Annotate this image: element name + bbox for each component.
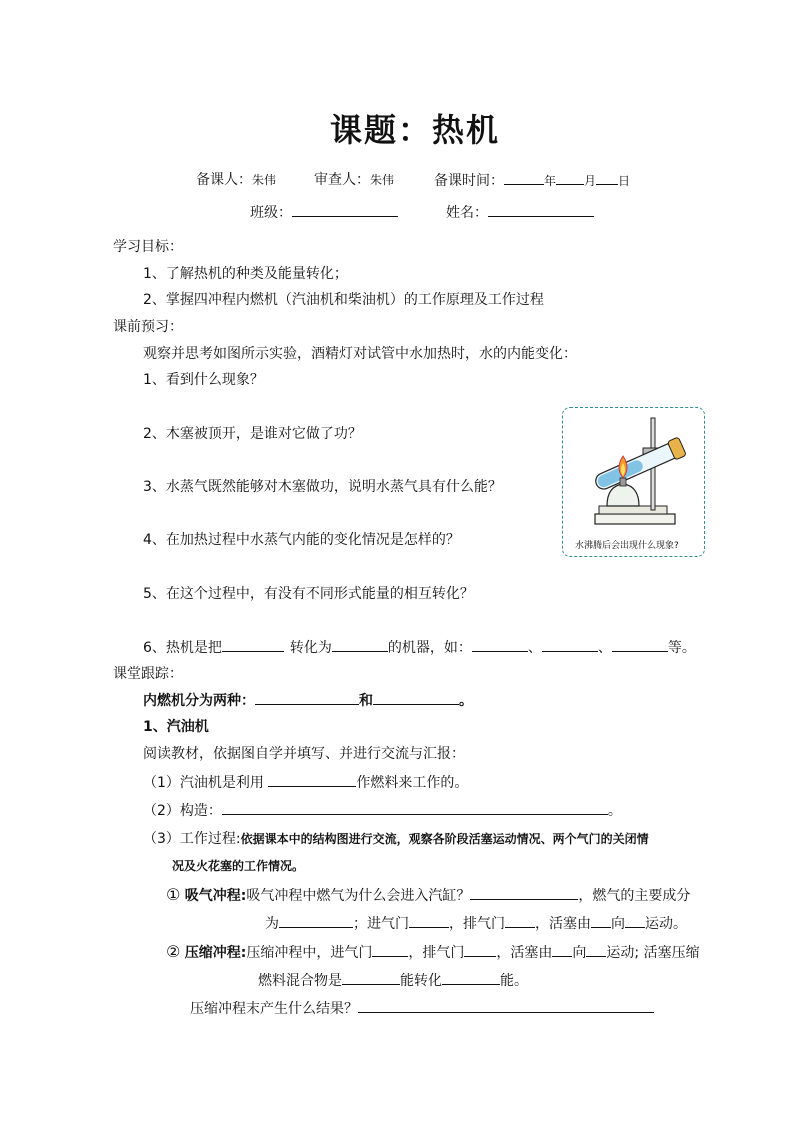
q6-blank-1[interactable] [222, 637, 284, 652]
comp-end-text: 压缩冲程末产生什么结果？ [190, 1001, 358, 1017]
types-text-b: 和 [359, 693, 373, 709]
class-label: 班级： [250, 205, 292, 221]
q6-blank-4[interactable] [542, 637, 598, 652]
day-label: 日 [618, 174, 631, 188]
intake-l2-f: 运动。 [645, 916, 687, 932]
q6-text-a: 6、热机是把 [143, 640, 222, 656]
p3-text-b: 依据课本中的结构图进行交流，观察各阶段活塞运动情况、两个气门的关闭情 [240, 832, 649, 846]
class-heading: 课堂跟踪： [113, 666, 183, 682]
p1-text-b: 作燃料来工作的。 [356, 775, 469, 791]
day-blank[interactable] [596, 170, 618, 185]
goal-item-1: 1、了解热机的种类及能量转化； [143, 266, 348, 282]
comp-result-blank[interactable] [358, 998, 654, 1013]
q6-sep-2: 、 [597, 640, 612, 656]
compression-stroke-line-2 [258, 970, 528, 991]
page-title: 课题：热机 [330, 111, 501, 149]
comp-text-a: 压缩冲程中，进气门 [246, 945, 373, 961]
p2-text-b: 。 [607, 803, 622, 819]
intake-l2-b: ；进气门 [353, 916, 409, 932]
p1-text-a: （1）汽油机是利用 [143, 775, 264, 791]
class-blank[interactable] [292, 202, 398, 217]
comp-l2-c: 能。 [500, 973, 528, 989]
intake-question: 吸气冲程中燃气为什么会进入汽缸？ [246, 888, 471, 904]
q6-blank-3[interactable] [472, 637, 528, 652]
section-gasoline-engine: 1、汽油机 [143, 719, 209, 735]
q6-blank-2[interactable] [332, 637, 388, 652]
preparer-line [196, 170, 276, 190]
month-blank[interactable] [556, 170, 584, 185]
q6-text-c: 的机器，如： [387, 640, 472, 656]
p3-text-a: （3）工作过程: [143, 831, 241, 847]
intake-number: ① [166, 885, 181, 904]
preview-question-2: 2、木塞被顶开，是谁对它做了功？ [143, 426, 362, 442]
preparer-label: 备课人： [196, 172, 252, 188]
engine-types-line [143, 690, 473, 711]
intake-label: 吸气冲程: [184, 888, 247, 904]
name-blank[interactable] [488, 202, 594, 217]
compression-number: ② [166, 942, 181, 961]
year-label: 年 [544, 174, 557, 188]
preview-question-4: 4、在加热过程中水蒸气内能的变化情况是怎样的？ [143, 532, 460, 548]
reviewer-label: 审查人： [314, 172, 370, 188]
comp-blank-5[interactable] [342, 970, 400, 985]
p2-blank[interactable] [222, 800, 608, 815]
p1-blank[interactable] [268, 772, 356, 787]
types-text-c: 。 [459, 693, 473, 709]
comp-l2-b: 能转化 [400, 973, 442, 989]
q6-text-end: 等。 [667, 640, 696, 656]
intake-blank-5[interactable] [591, 913, 611, 928]
comp-blank-3[interactable] [552, 942, 572, 957]
q6-text-b: 转化为 [289, 640, 332, 656]
read-instruction: 阅读教材，依据图自学并填写、并进行交流与汇报： [143, 746, 465, 762]
q6-blank-5[interactable] [612, 637, 668, 652]
figure-caption: 水沸腾后会出现什么现象? [575, 541, 679, 551]
comp-text-e: 运动; 活塞压缩 [606, 945, 700, 961]
part-3-line-2: 况及火花塞的工作情况。 [172, 859, 305, 873]
test-tube-heating-illustration [563, 408, 704, 538]
preparer-name: 朱伟 [252, 173, 277, 187]
part-3-line [143, 829, 649, 849]
reviewer-name: 朱伟 [370, 173, 395, 187]
intake-l2-e: 向 [611, 916, 625, 932]
comp-l2-a: 燃料混合物是 [258, 973, 342, 989]
preview-question-5: 5、在这个过程中，有没有不同形式能量的相互转化？ [143, 586, 474, 602]
year-blank[interactable] [504, 170, 544, 185]
compression-label: 压缩冲程: [184, 945, 247, 961]
comp-blank-1[interactable] [372, 942, 408, 957]
intake-stroke-line-2 [265, 913, 687, 934]
intake-blank-3[interactable] [409, 913, 449, 928]
intake-blank-4[interactable] [505, 913, 535, 928]
p2-text-a: （2）构造： [143, 803, 222, 819]
types-blank-2[interactable] [373, 690, 459, 705]
q6-sep-1: 、 [527, 640, 542, 656]
intake-question-2: ，燃气的主要成分 [578, 888, 691, 904]
name-label: 姓名： [446, 205, 488, 221]
intake-blank-1[interactable] [470, 885, 578, 900]
types-text-a: 内燃机分为两种： [143, 693, 255, 709]
intake-blank-2[interactable] [279, 913, 353, 928]
preview-intro: 观察并思考如图所示实验，酒精灯对试管中水加热时，水的内能变化： [143, 346, 577, 362]
compression-result-line [190, 998, 654, 1019]
experiment-figure [562, 407, 705, 557]
intake-blank-6[interactable] [625, 913, 645, 928]
intake-l2-a: 为 [265, 916, 279, 932]
name-line [446, 202, 594, 223]
goal-item-2: 2、掌握四冲程内燃机（汽油机和柴油机）的工作原理及工作过程 [143, 292, 544, 308]
comp-blank-6[interactable] [442, 970, 500, 985]
comp-text-d: 向 [572, 945, 587, 961]
goals-heading: 学习目标： [113, 239, 183, 255]
intake-stroke-line [166, 885, 690, 906]
compression-stroke-line [166, 942, 700, 963]
class-line [250, 202, 398, 223]
time-label: 备课时间： [434, 173, 504, 189]
preview-question-3: 3、水蒸气既然能够对木塞做功，说明水蒸气具有什么能？ [143, 479, 502, 495]
preview-question-1: 1、看到什么现象？ [143, 372, 264, 388]
reviewer-line [314, 170, 394, 190]
part-1-line [143, 772, 468, 793]
comp-text-b: ，排气门 [408, 945, 465, 961]
types-blank-1[interactable] [255, 690, 359, 705]
preview-heading: 课前预习： [113, 319, 183, 335]
comp-blank-4[interactable] [586, 942, 606, 957]
month-label: 月 [584, 174, 597, 188]
comp-text-c: ，活塞由 [496, 945, 553, 961]
comp-blank-2[interactable] [464, 942, 496, 957]
intake-l2-c: ，排气门 [449, 916, 505, 932]
preview-question-6 [143, 637, 696, 658]
part-2-line [143, 800, 622, 821]
prep-time-line [434, 170, 630, 191]
intake-l2-d: ，活塞由 [535, 916, 591, 932]
